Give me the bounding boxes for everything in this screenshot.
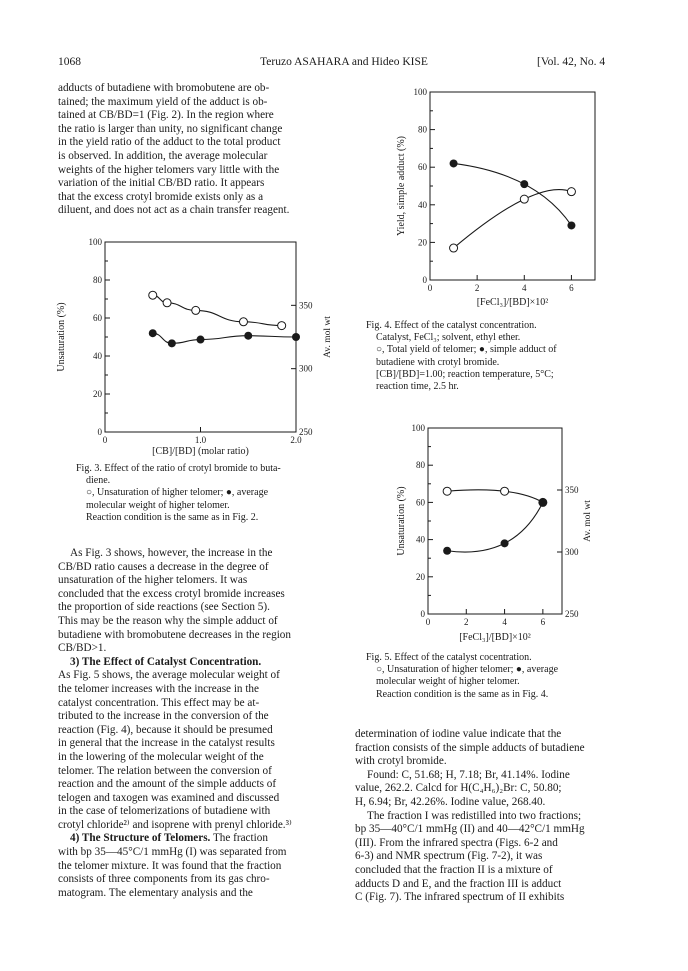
figure-3-chart bbox=[50, 232, 350, 457]
series-curve bbox=[447, 502, 543, 552]
figure-5-chart bbox=[390, 418, 630, 646]
figure-3-caption bbox=[76, 463, 346, 524]
text-line: The fraction bbox=[210, 832, 268, 845]
filled-circle-point bbox=[244, 332, 252, 340]
open-circle-point bbox=[192, 306, 200, 314]
filled-circle-point bbox=[567, 221, 575, 229]
left-bottom-text bbox=[58, 547, 345, 900]
x-tick-label: 0 bbox=[425, 617, 431, 627]
figure-4-chart bbox=[390, 80, 630, 310]
y2-tick-label: 350 bbox=[299, 300, 313, 311]
left-top-paragraph bbox=[58, 82, 345, 218]
caption-legend: ○, Unsaturation of higher telomer; ●, average bbox=[86, 487, 269, 499]
text-line: unsaturation of the higher telomers. It was bbox=[58, 574, 248, 587]
text-line: catalyst concentration. This effect may be at- bbox=[58, 696, 260, 709]
text-line: in the yield ratio of the adduct to the total product bbox=[58, 136, 281, 149]
open-circle-point bbox=[450, 244, 458, 252]
page-number: 1068 bbox=[58, 56, 81, 68]
x-tick-label: 2 bbox=[464, 617, 469, 627]
text-line: (III). From the infrared spectra (Figs. 6-2 and bbox=[355, 836, 558, 849]
text-line: weights of the higher telomers vary little with the bbox=[58, 163, 280, 176]
caption-condition: Reaction condition is the same as in Fig. 2. bbox=[86, 511, 259, 523]
caption-legend: butadiene with crotyl bromide. bbox=[376, 356, 500, 368]
text-line: variation of the initial CB/BD ratio. It appears bbox=[58, 177, 265, 190]
y2-tick-label: 250 bbox=[299, 427, 313, 437]
filled-circle-point bbox=[197, 336, 205, 344]
series-curve bbox=[454, 190, 572, 248]
text-line: determination of iodine value indicate that the bbox=[355, 728, 562, 740]
text-line: CB/BD ratio causes a decrease in the degree of bbox=[58, 560, 269, 573]
section-3-heading: 3) The Effect of Catalyst Concentration. bbox=[70, 655, 262, 668]
filled-circle-point bbox=[501, 539, 509, 547]
y-tick-label: 100 bbox=[88, 237, 102, 247]
right-bottom-text bbox=[355, 728, 641, 905]
x-tick-label: 1.0 bbox=[194, 435, 207, 445]
text-line: that the excess crotyl bromide exists only as a bbox=[58, 190, 264, 203]
x-tick-label: 4 bbox=[502, 617, 507, 627]
text-line: in general that the increase in the catalyst results bbox=[58, 737, 275, 750]
text-line: the ratio is larger than unity, no significant change bbox=[58, 122, 283, 135]
text-line: CB/BD>1. bbox=[58, 642, 107, 655]
filled-circle-point bbox=[149, 329, 157, 337]
filled-circle-point bbox=[168, 339, 176, 347]
text-line: the telomer mixture. It was found that the fraction bbox=[58, 859, 282, 872]
filled-circle-point bbox=[520, 180, 528, 188]
open-circle-point bbox=[520, 195, 528, 203]
text-line: reaction and the amount of the simple adducts of bbox=[58, 778, 277, 791]
open-circle-point bbox=[501, 487, 509, 495]
x-tick-label: 2.0 bbox=[290, 435, 302, 445]
caption-legend: molecular weight of higher telomer. bbox=[376, 676, 520, 688]
y-tick-label: 80 bbox=[418, 124, 427, 135]
filled-circle-point bbox=[539, 498, 547, 506]
text-line: H, 6.94; Br, 42.26%. Iodine value, 268.40. bbox=[355, 795, 546, 808]
text-line: telogen and taxogen was examined and discussed bbox=[58, 791, 280, 804]
caption-title: Fig. 3. Effect of the ratio of crotyl bromide to buta- bbox=[76, 463, 281, 474]
text-line: tributed to the increase in the conversion of the bbox=[58, 710, 269, 723]
filled-circle-point bbox=[443, 547, 451, 555]
x-tick-label: 6 bbox=[540, 617, 546, 627]
y-tick-label: 20 bbox=[93, 389, 102, 399]
text-line: consists of three components from its gas chro- bbox=[58, 873, 270, 886]
y-tick-label: 60 bbox=[416, 497, 425, 508]
caption-line: reaction time, 2.5 hr. bbox=[376, 381, 459, 393]
y2-tick-label: 250 bbox=[565, 609, 579, 619]
caption-title: Fig. 4. Effect of the catalyst concentration. bbox=[366, 320, 537, 331]
y2-tick-label: 300 bbox=[299, 363, 313, 374]
y-axis-label: Unsaturation (%) bbox=[56, 302, 67, 372]
open-circle-point bbox=[278, 322, 286, 330]
section-4-heading: 4) The Structure of Telomers. bbox=[70, 832, 211, 845]
text-line: 6-3) and NMR spectrum (Fig. 7-2), it was bbox=[355, 850, 543, 863]
text-line: with bp 35—45°C/1 mmHg (I) was separated from bbox=[58, 846, 287, 859]
y-tick-label: 20 bbox=[418, 237, 427, 248]
y-tick-label: 80 bbox=[93, 275, 102, 285]
text-line: C (Fig. 7). The infrared spectrum of II exhibits bbox=[355, 891, 565, 904]
text-line: The fraction I was redistilled into two fractions; bbox=[367, 809, 582, 822]
open-circle-point bbox=[149, 291, 157, 299]
y-tick-label: 40 bbox=[418, 199, 427, 210]
series-curve bbox=[447, 490, 543, 503]
x-axis-label: [FeCl₃]/[BD]×10² bbox=[476, 297, 549, 308]
y2-axis-label: Av. mol wt bbox=[323, 316, 333, 358]
text-line: in the case of telomerizations of butadiene with bbox=[58, 805, 271, 818]
open-circle-point bbox=[239, 318, 247, 326]
text-line: value, 262.2. Calcd for H(C₄H₆)₂Br: C, 50.80; bbox=[355, 782, 562, 795]
open-circle-point bbox=[443, 487, 451, 495]
y-tick-label: 0 bbox=[97, 427, 102, 437]
text-line: As Fig. 3 shows, however, the increase in the bbox=[70, 547, 273, 559]
text-line: with crotyl bromide. bbox=[355, 755, 447, 768]
running-head-volume: [Vol. 42, No. 4 bbox=[537, 56, 606, 68]
y-tick-label: 0 bbox=[422, 275, 427, 285]
figure-5-caption bbox=[366, 652, 646, 701]
y-tick-label: 40 bbox=[93, 351, 102, 361]
text-line: diluent, and does not act as a chain transfer reagent. bbox=[58, 204, 290, 217]
y-tick-label: 20 bbox=[416, 571, 425, 582]
text-line: adducts of butadiene with bromobutene are ob- bbox=[58, 82, 270, 94]
x-tick-label: 6 bbox=[569, 283, 574, 293]
y-axis-label: Yield, simple adduct (%) bbox=[396, 136, 407, 236]
y2-tick-label: 350 bbox=[565, 485, 579, 495]
caption-line: [CB]/[BD]=1.00; reaction temperature, 5°C; bbox=[376, 368, 554, 380]
text-line: fraction consists of the simple adducts of butadiene bbox=[355, 741, 585, 754]
text-line: concluded that the fraction II is a mixture of bbox=[355, 863, 553, 876]
text-line: concluded that the excess crotyl bromide increases bbox=[58, 587, 285, 600]
x-tick-label: 2 bbox=[474, 283, 480, 293]
series-curve bbox=[454, 163, 572, 225]
y-axis-label: Unsaturation (%) bbox=[396, 486, 407, 556]
y-tick-label: 100 bbox=[411, 423, 425, 433]
caption-line: Catalyst, FeCl₃; solvent, ethyl ether. bbox=[376, 332, 521, 344]
y-tick-label: 0 bbox=[420, 609, 425, 619]
text-line: the proportion of side reactions (see Section 5). bbox=[58, 601, 270, 614]
caption-legend: ○, Total yield of telomer; ●, simple adduct of bbox=[376, 344, 557, 356]
y-tick-label: 60 bbox=[418, 162, 427, 173]
text-line: bp 35—40°C/1 mmHg (II) and 40—42°C/1 mmHg bbox=[355, 823, 585, 836]
text-line: Found: C, 51.68; H, 7.18; Br, 41.14%. Iodine bbox=[367, 768, 570, 781]
y-tick-label: 80 bbox=[416, 460, 425, 471]
x-axis-label: [CB]/[BD] (molar ratio) bbox=[152, 446, 249, 457]
text-line: reaction (Fig. 4), because it should be presumed bbox=[58, 723, 273, 736]
y-tick-label: 60 bbox=[93, 313, 102, 323]
y-tick-label: 100 bbox=[413, 87, 427, 97]
caption-line: diene. bbox=[86, 475, 111, 487]
figure-4-caption bbox=[366, 320, 646, 393]
open-circle-point bbox=[567, 188, 575, 196]
text-line: tained at CB/BD=1 (Fig. 2). In the region where bbox=[58, 109, 274, 122]
y2-tick-label: 300 bbox=[565, 547, 579, 557]
caption-title: Fig. 5. Effect of the catalyst cocentration. bbox=[366, 652, 532, 663]
x-tick-label: 0 bbox=[102, 435, 108, 445]
text-line: As Fig. 5 shows, the average molecular weight of bbox=[58, 669, 280, 682]
x-tick-label: 4 bbox=[522, 283, 527, 293]
open-circle-point bbox=[163, 299, 171, 307]
text-line: butadiene with bromobutene decreases in the region bbox=[58, 628, 291, 641]
text-line: telomer. The relation between the conversion of bbox=[58, 764, 272, 777]
caption-legend: molecular weight of higher telomer. bbox=[86, 499, 230, 511]
running-head-authors: Teruzo ASAHARA and Hideo KISE bbox=[260, 56, 428, 68]
text-line: crotyl chloride²⁾ and isoprene with prenyl chloride.³⁾ bbox=[58, 818, 292, 831]
text-line: in the lowering of the molecular weight of the bbox=[58, 750, 264, 763]
y-tick-label: 40 bbox=[416, 534, 425, 545]
plot-frame bbox=[428, 428, 562, 614]
caption-condition: Reaction condition is the same as in Fig. 4. bbox=[376, 688, 549, 700]
text-line: adducts D and E, and the fraction III is adduct bbox=[355, 877, 562, 890]
text-line: is observed. In addition, the average molecular bbox=[58, 149, 268, 162]
text-line: This may be the reason why the simple adduct of bbox=[58, 614, 278, 627]
filled-circle-point bbox=[450, 159, 458, 167]
series-curve bbox=[153, 295, 282, 325]
caption-legend: ○, Unsaturation of higher telomer; ●, average bbox=[376, 664, 559, 676]
y2-axis-label: Av. mol wt bbox=[583, 500, 593, 542]
text-line: tained; the maximum yield of the adduct is ob- bbox=[58, 95, 268, 108]
text-line: matogram. The elementary analysis and the bbox=[58, 886, 253, 899]
x-tick-label: 0 bbox=[427, 283, 433, 293]
x-axis-label: [FeCl₃]/[BD]×10² bbox=[459, 632, 531, 643]
text-line: the telomer increases with the increase in the bbox=[58, 682, 259, 695]
filled-circle-point bbox=[292, 333, 300, 341]
